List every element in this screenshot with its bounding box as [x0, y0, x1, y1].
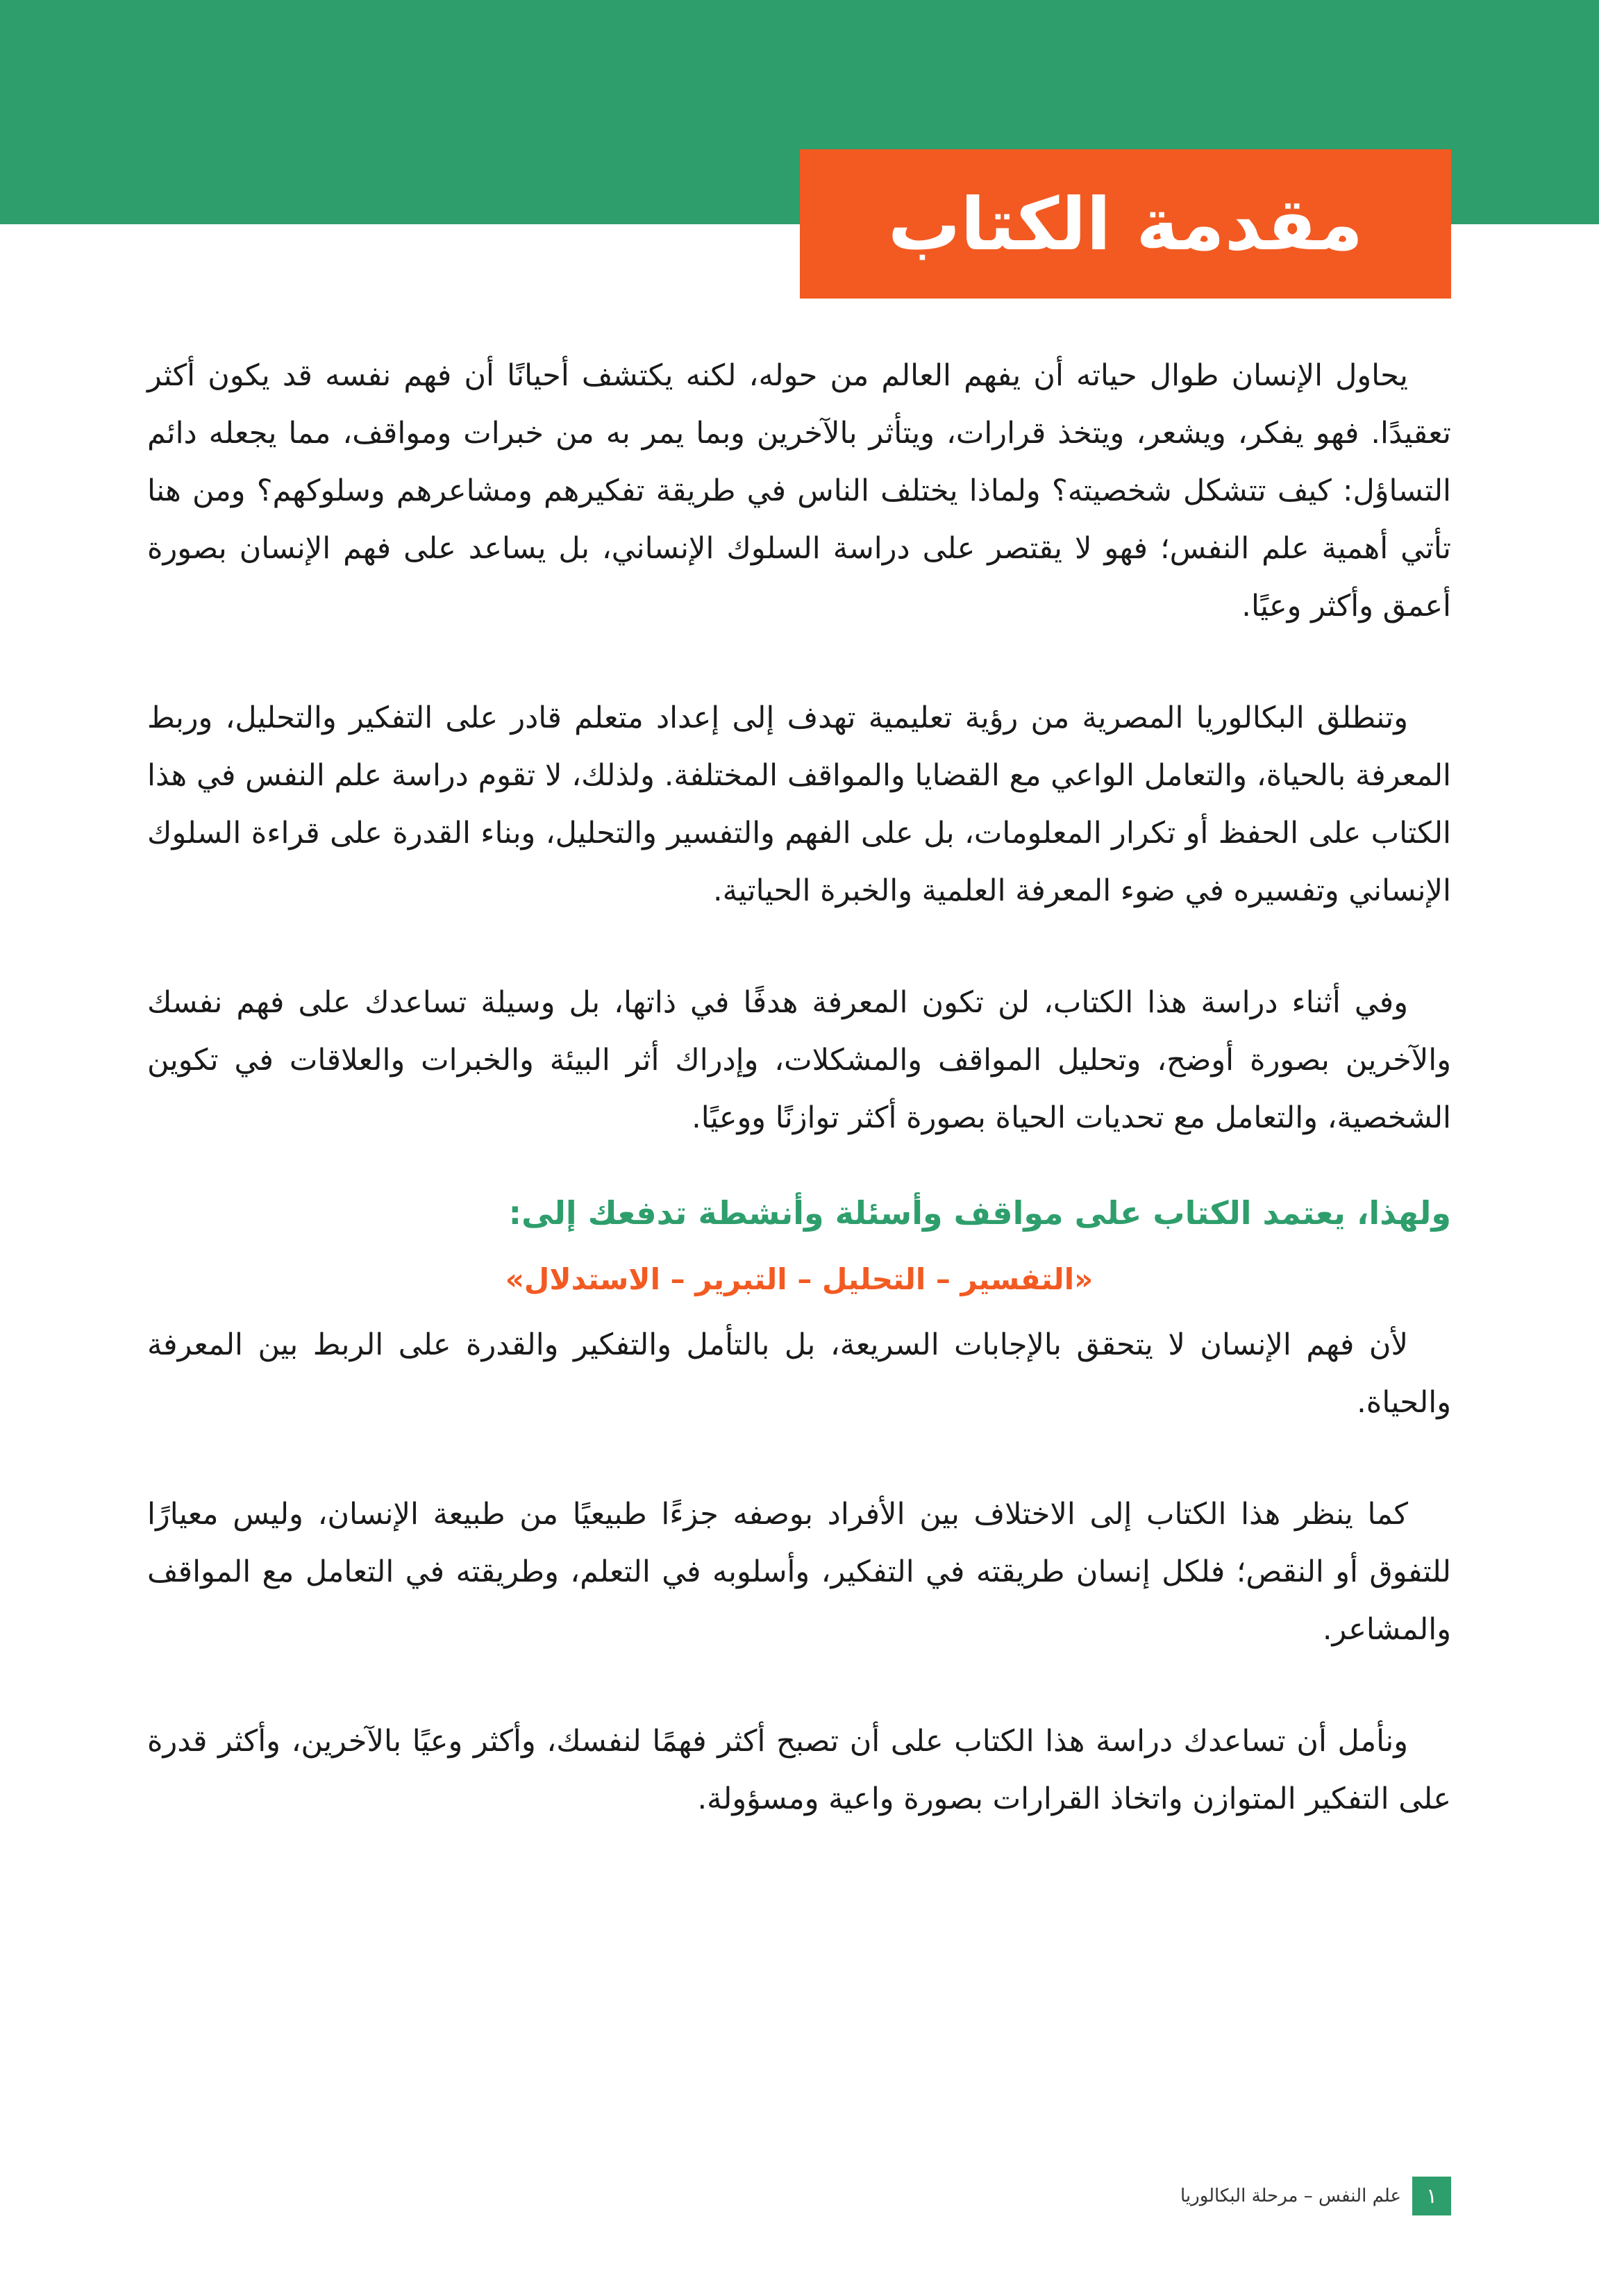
book-label: علم النفس – مرحلة البكالوريا: [1180, 2186, 1401, 2206]
intro-paragraph-6: ونأمل أن تساعدك دراسة هذا الكتاب على أن تصبح أكثر فهمًا لنفسك، وأكثر وعيًا بالآخرين، وأكثر قدرة على التفكير المتوازن واتخاذ القرارات بصورة واعية ومسؤولة.: [147, 1724, 1451, 1816]
intro-paragraph-3: وفي أثناء دراسة هذا الكتاب، لن تكون المعرفة هدفًا في ذاتها، بل وسيلة تساعدك على فهم نفسك والآخرين بصورة أوضح، وتحليل المواقف والمشكلات، وإدراك أثر البيئة والخبرات والعلاقات في تكوين الشخصية، والتعامل مع تحديات الحياة بصورة أكثر توازنًا ووعيًا.: [147, 985, 1451, 1135]
page-footer: [1111, 2177, 1451, 2215]
section-subheading: ولهذا، يعتمد الكتاب على مواقف وأسئلة وأنشطة تدفعك إلى:: [508, 1194, 1451, 1232]
title-banner: [800, 149, 1451, 299]
page-title: مقدمة الكتاب: [887, 181, 1364, 267]
intro-paragraph-5: كما ينظر هذا الكتاب إلى الاختلاف بين الأفراد بوصفه جزءًا طبيعيًا من طبيعة الإنسان، وليس معيارًا للتفوق أو النقص؛ فلكل إنسان طريقته في التفكير، وأسلوبه في التعلم، وطريقته في التعامل مع المواقف والمشاعر.: [147, 1497, 1451, 1647]
intro-paragraph-4: لأن فهم الإنسان لا يتحقق بالإجابات السريعة، بل بالتأمل والتفكير والقدرة على الربط بين المعرفة والحياة.: [147, 1327, 1451, 1420]
intro-paragraph-1: يحاول الإنسان طوال حياته أن يفهم العالم من حوله، لكنه يكتشف أحيانًا أن فهم نفسه قد يكون أكثر تعقيدًا. فهو يفكر، ويشعر، ويتخذ قرارات، ويتأثر بالآخرين وبما يمر به من خبرات ومواقف، مما يجعله دائم التساؤل: كيف تتشكل شخصيته؟ ولماذا يختلف الناس في طريقة تفكيرهم ومشاعرهم وسلوكهم؟ ومن هنا تأتي أهمية علم النفس؛ فهو لا يقتصر على دراسة السلوك الإنساني، بل يساعد على فهم الإنسان بصورة أعمق وأكثر وعيًا.: [147, 358, 1451, 623]
main-content: [147, 347, 1451, 1882]
page-number: ١: [1412, 2177, 1451, 2215]
intro-paragraph-2: وتنطلق البكالوريا المصرية من رؤية تعليمية تهدف إلى إعداد متعلم قادر على التفكير والتحليل، وربط المعرفة بالحياة، والتعامل الواعي مع القضايا والمواقف المختلفة. ولذلك، لا تقوم دراسة علم النفس في هذا الكتاب على الحفظ أو تكرار المعلومات، بل على الفهم والتفسير والتحليل، وبناء القدرة على قراءة السلوك الإنساني وتفسيره في ضوء المعرفة العلمية والخبرة الحياتية.: [147, 701, 1451, 908]
skills-line: «التفسير – التحليل – التبرير – الاستدلال»: [505, 1262, 1094, 1296]
